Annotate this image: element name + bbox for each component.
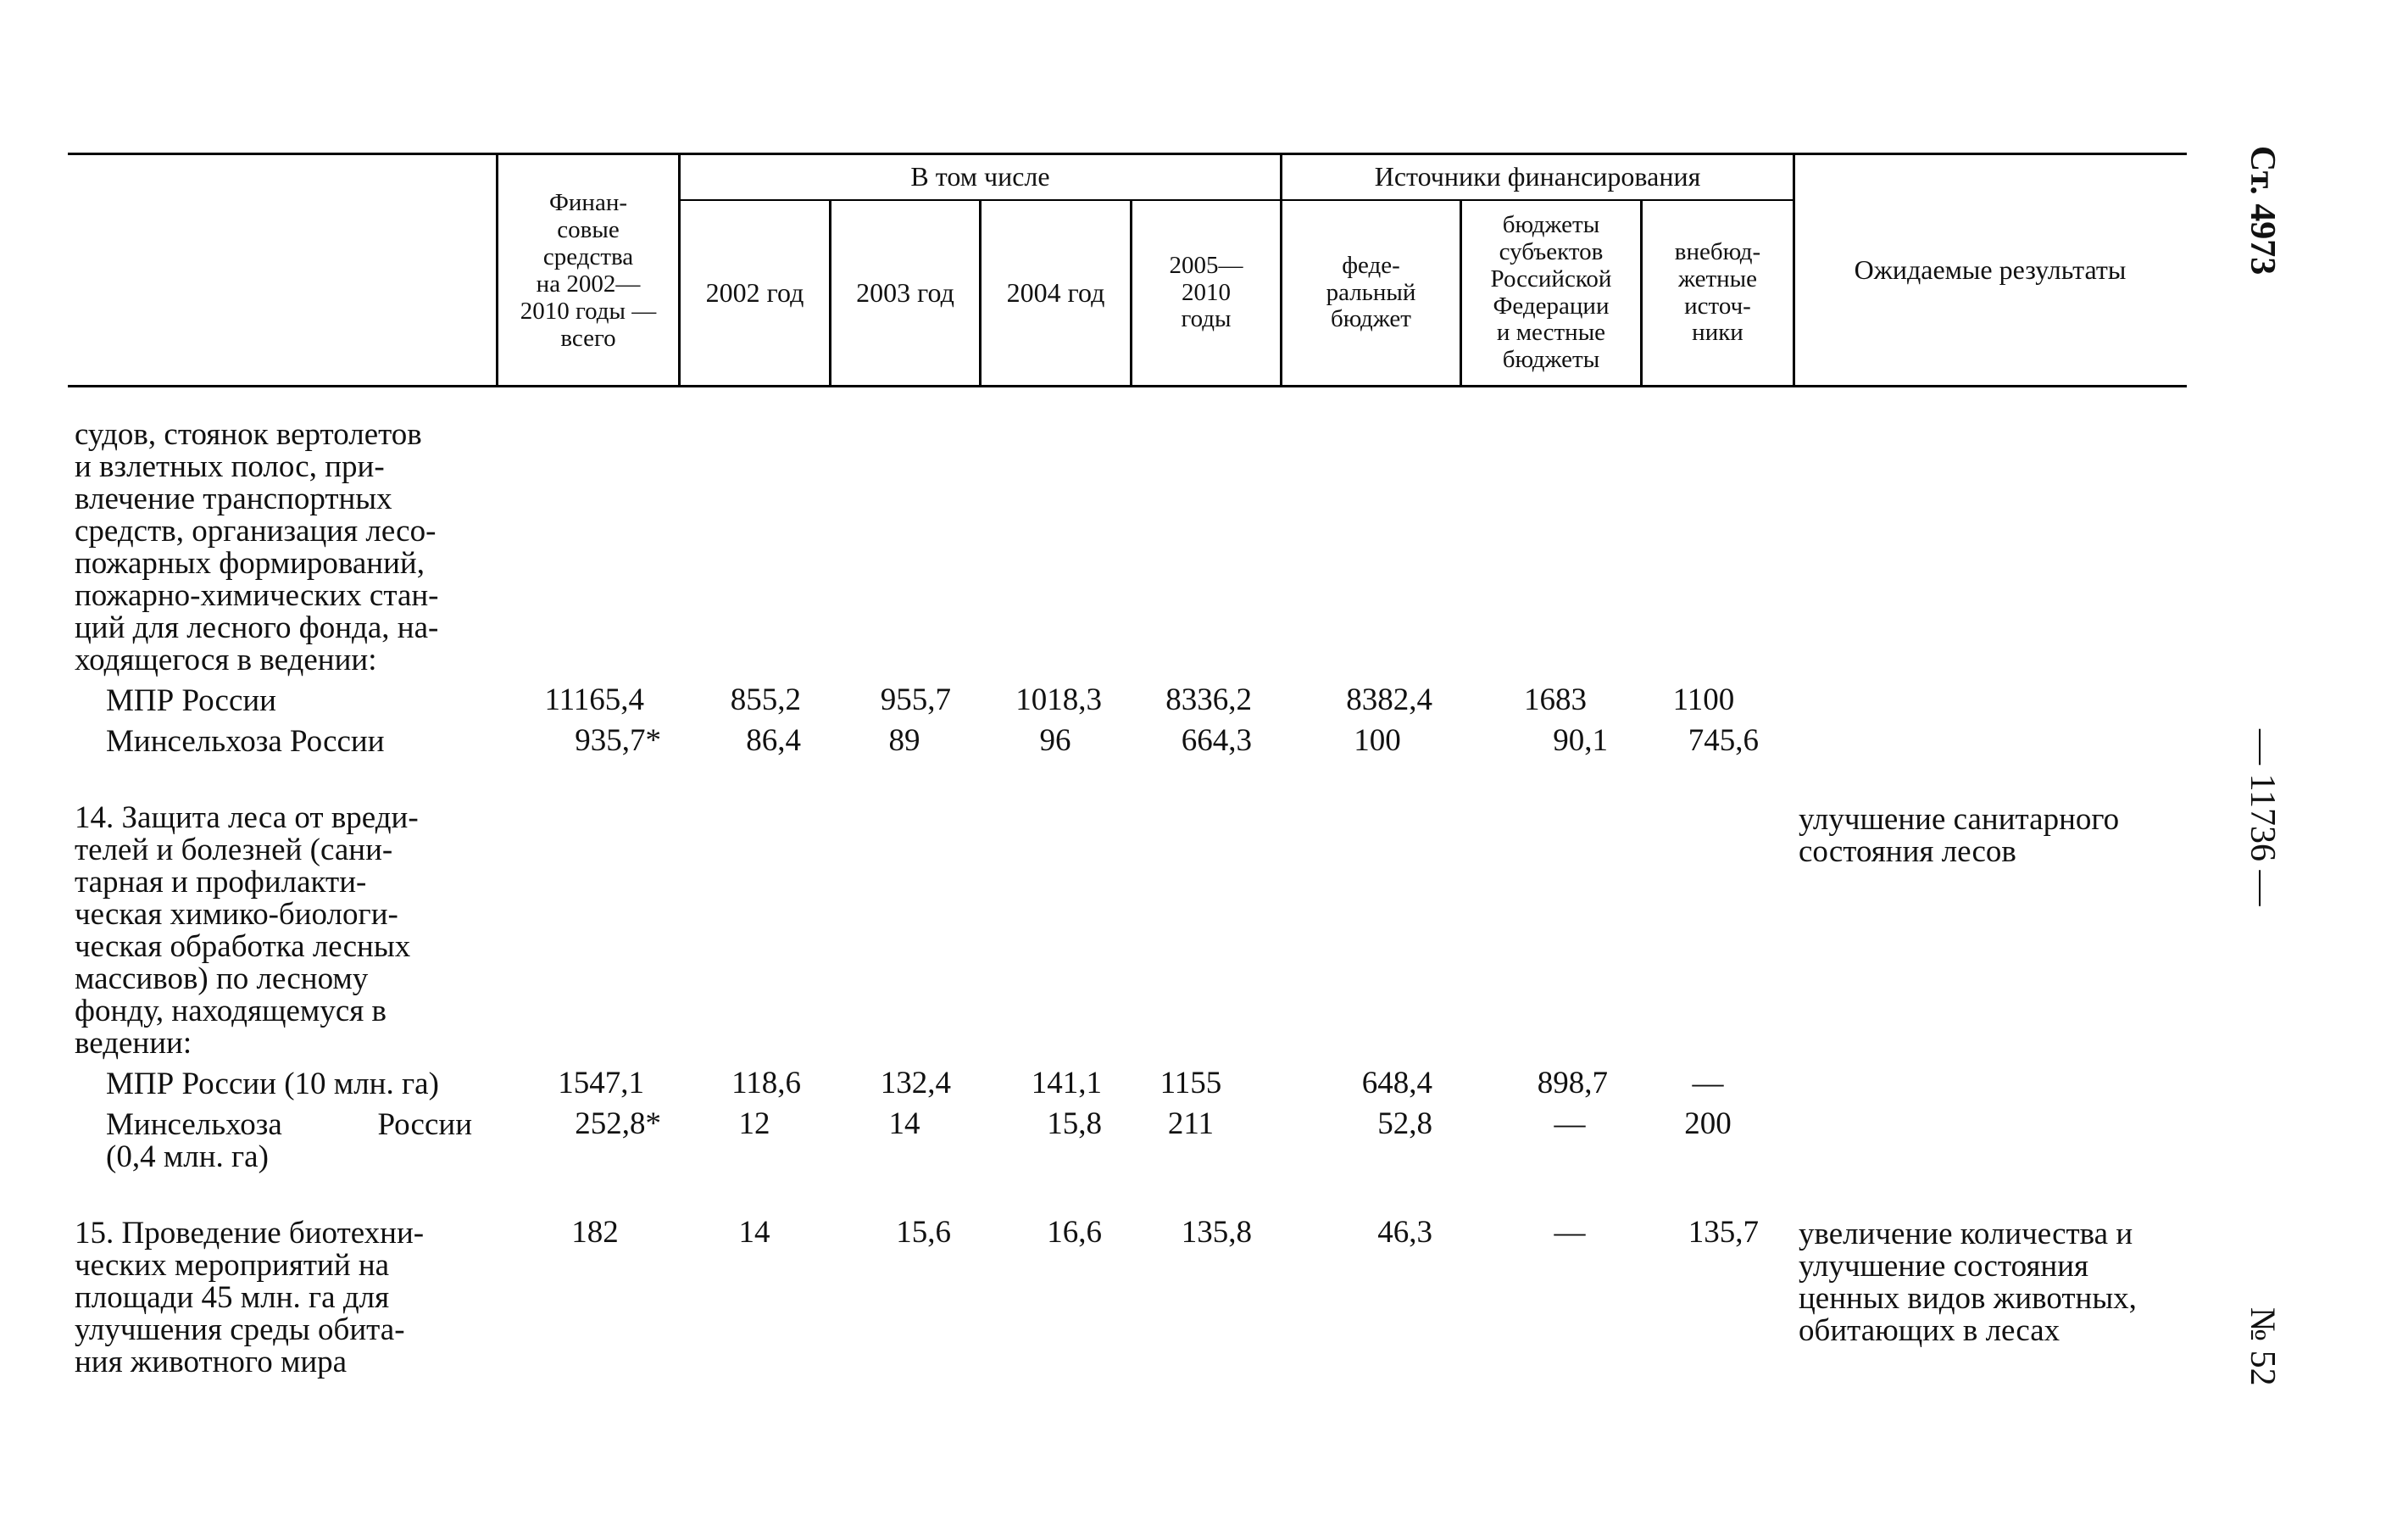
header-line: источ- bbox=[1684, 292, 1751, 320]
cell-total: 252,8* bbox=[575, 1106, 661, 1141]
text-line: увеличение количества и bbox=[1799, 1217, 2133, 1251]
cell-2005-2010: 1155 bbox=[1160, 1066, 1222, 1100]
text-line: ческая химико-биологи- bbox=[75, 897, 398, 932]
header-line: средства bbox=[542, 243, 634, 271]
cell-offbudget: 200 bbox=[1684, 1106, 1732, 1141]
text-line: судов, стоянок вертолетов bbox=[75, 417, 422, 452]
header-line: бюджеты bbox=[1502, 346, 1600, 374]
text-line: ния животного мира bbox=[75, 1345, 348, 1379]
header-line: Финан- bbox=[549, 189, 627, 217]
header-line: и местные bbox=[1496, 319, 1606, 347]
text-line: состояния лесов bbox=[1799, 834, 2016, 869]
header-line: годы bbox=[1181, 305, 1232, 333]
cell-2005-2010: 664,3 bbox=[1181, 723, 1252, 758]
cell-regional: 90,1 bbox=[1553, 723, 1608, 758]
text-line: фонду, находящемуся в bbox=[75, 994, 387, 1028]
row-label: Минсельхоза России bbox=[106, 724, 385, 759]
cell-2002: 118,6 bbox=[731, 1066, 801, 1100]
header-line: ральный bbox=[1326, 278, 1416, 306]
header-line: Российской bbox=[1490, 265, 1612, 292]
cell-regional: 1683 bbox=[1524, 682, 1587, 717]
row-label-line: (0,4 млн. га) bbox=[106, 1139, 269, 1174]
text-line: 15. Проведение биотехни- bbox=[75, 1216, 425, 1251]
section15-description bbox=[75, 1217, 473, 1379]
row-label: МПР России bbox=[106, 683, 276, 718]
cell-2002: 14 bbox=[738, 1215, 770, 1250]
cell-2005-2010: 8336,2 bbox=[1165, 682, 1252, 717]
cell-2002: 12 bbox=[738, 1106, 770, 1141]
header-bottom-rule bbox=[68, 385, 2187, 387]
header-line: ники bbox=[1692, 319, 1743, 347]
cell-total: 11165,4 bbox=[544, 682, 644, 717]
header-offbudget bbox=[1643, 201, 1793, 385]
text-line: обитающих в лесах bbox=[1799, 1313, 2060, 1348]
cell-regional: — bbox=[1554, 1215, 1586, 1250]
section15-result bbox=[1799, 1218, 2172, 1347]
section14-result bbox=[1799, 804, 2172, 868]
header-line: 2010 годы — bbox=[520, 297, 657, 325]
cell-total: 182 bbox=[571, 1215, 619, 1250]
header-total-funds bbox=[498, 182, 678, 360]
row-label-line: Минсельхоза России bbox=[106, 1107, 472, 1142]
text-line: телей и болезней (сани- bbox=[75, 833, 393, 867]
cell-federal: 52,8 bbox=[1377, 1106, 1432, 1141]
row-label: МПР России (10 млн. га) bbox=[106, 1067, 439, 1101]
header-line: феде- bbox=[1342, 251, 1400, 279]
text-line: улучшение состояния bbox=[1799, 1249, 2089, 1284]
cell-2004: 15,8 bbox=[1047, 1106, 1102, 1141]
cell-2004: 16,6 bbox=[1047, 1215, 1102, 1250]
text-line: улучшения среды обита- bbox=[75, 1312, 405, 1347]
header-line: на 2002— bbox=[536, 270, 641, 298]
text-line: ходящегося в ведении: bbox=[75, 643, 377, 677]
cell-2004: 141,1 bbox=[1031, 1066, 1102, 1100]
margin-issue-number: № 52 bbox=[2243, 1307, 2282, 1386]
header-including: В том числе bbox=[910, 161, 1050, 192]
header-line: субъектов bbox=[1499, 237, 1604, 265]
cell-offbudget: — bbox=[1692, 1066, 1724, 1100]
cell-offbudget: 745,6 bbox=[1688, 723, 1759, 758]
margin-page-number: — 11736 — bbox=[2243, 729, 2282, 906]
header-results: Ожидаемые результаты bbox=[1854, 253, 2127, 285]
cell-2002: 86,4 bbox=[746, 723, 801, 758]
cell-2002: 855,2 bbox=[730, 682, 801, 717]
text-line: ций для лесного фонда, на- bbox=[75, 610, 439, 645]
header-line: 2005— bbox=[1169, 251, 1243, 279]
text-line: ведении: bbox=[75, 1026, 192, 1061]
cell-2003: 89 bbox=[888, 723, 920, 758]
cell-2004: 96 bbox=[1039, 723, 1071, 758]
margin-page-reference: Ст. 4973 bbox=[2243, 146, 2282, 276]
section13-description bbox=[75, 419, 473, 677]
text-line: 14. Защита леса от вреди- bbox=[75, 800, 419, 835]
text-line: влечение транспортных bbox=[75, 482, 392, 516]
cell-federal: 648,4 bbox=[1361, 1066, 1432, 1100]
header-line: внебюд- bbox=[1674, 237, 1761, 265]
header-line: бюджеты bbox=[1502, 210, 1600, 238]
text-line: улучшение санитарного bbox=[1799, 802, 2120, 837]
cell-2005-2010: 135,8 bbox=[1181, 1215, 1252, 1250]
text-line: пожарных формирований, bbox=[75, 546, 425, 581]
text-line: и взлетных полос, при- bbox=[75, 449, 385, 484]
header-line: совые bbox=[557, 216, 620, 244]
text-line: площади 45 млн. га для bbox=[75, 1280, 390, 1315]
cell-2004: 1018,3 bbox=[1015, 682, 1102, 717]
cell-2003: 15,6 bbox=[896, 1215, 951, 1250]
cell-federal: 46,3 bbox=[1377, 1215, 1432, 1250]
header-2002: 2002 год bbox=[705, 276, 804, 308]
header-2003: 2003 год bbox=[856, 276, 954, 308]
cell-offbudget: 135,7 bbox=[1688, 1215, 1759, 1250]
header-line: жетные bbox=[1677, 265, 1758, 292]
cell-federal: 100 bbox=[1354, 723, 1401, 758]
cell-offbudget: 1100 bbox=[1672, 682, 1735, 717]
cell-2003: 955,7 bbox=[880, 682, 951, 717]
cell-2003: 132,4 bbox=[880, 1066, 951, 1100]
cell-federal: 8382,4 bbox=[1346, 682, 1432, 717]
header-line: Федерации bbox=[1493, 292, 1610, 320]
cell-regional: 898,7 bbox=[1537, 1066, 1608, 1100]
cell-regional: — bbox=[1554, 1106, 1586, 1141]
header-federal bbox=[1282, 201, 1460, 385]
header-sources: Источники финансирования bbox=[1374, 161, 1701, 192]
text-line: массивов) по лесному bbox=[75, 961, 369, 996]
header-line: всего bbox=[560, 324, 616, 352]
header-2004: 2004 год bbox=[1006, 276, 1105, 308]
text-line: пожарно-химических стан- bbox=[75, 578, 439, 613]
section14-description bbox=[75, 802, 473, 1060]
cell-2003: 14 bbox=[888, 1106, 920, 1141]
header-line: бюджет bbox=[1331, 305, 1411, 333]
cell-total: 1547,1 bbox=[558, 1066, 644, 1100]
row-label bbox=[106, 1109, 472, 1173]
text-line: средств, организация лесо- bbox=[75, 514, 437, 549]
cell-total: 935,7* bbox=[575, 723, 661, 758]
header-2005-2010 bbox=[1132, 201, 1280, 385]
header-line: 2010 bbox=[1182, 278, 1231, 306]
text-line: ческая обработка лесных bbox=[75, 929, 411, 964]
text-line: ценных видов животных, bbox=[1799, 1281, 2137, 1316]
text-line: тарная и профилакти- bbox=[75, 865, 367, 900]
text-line: ческих мероприятий на bbox=[75, 1248, 390, 1283]
cell-2005-2010: 211 bbox=[1167, 1106, 1215, 1141]
header-regional bbox=[1462, 201, 1640, 385]
